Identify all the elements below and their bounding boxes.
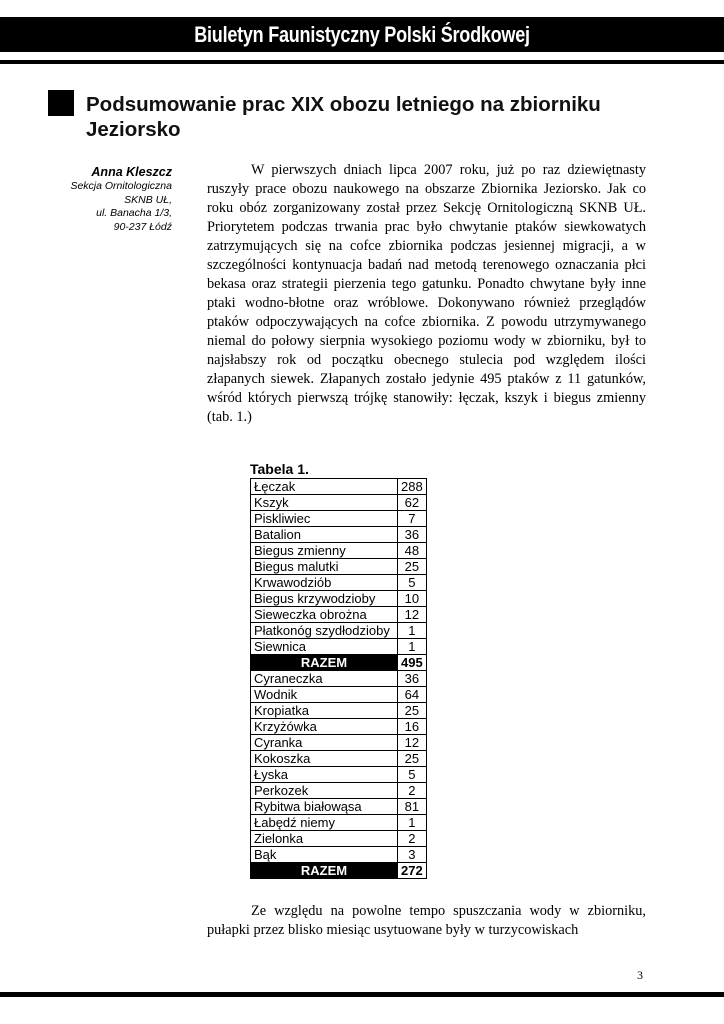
species-count-cell: 2 (398, 783, 427, 799)
species-table-body (251, 479, 427, 879)
species-count-cell: 1 (398, 815, 427, 831)
table-total-row (251, 863, 427, 879)
total-count-cell: 495 (398, 655, 427, 671)
species-name-cell: Biegus malutki (251, 559, 398, 575)
species-count-cell: 64 (398, 687, 427, 703)
total-label-cell: RAZEM (251, 655, 398, 671)
species-name-cell: Biegus zmienny (251, 543, 398, 559)
header-rule (0, 60, 724, 64)
table-row (251, 831, 427, 847)
species-name-cell: Kszyk (251, 495, 398, 511)
table-row (251, 767, 427, 783)
author-affiliation-line: 90-237 Łódź (113, 220, 172, 233)
species-name-cell: Kropiatka (251, 703, 398, 719)
total-count-cell: 272 (398, 863, 427, 879)
article-title: Podsumowanie prac XIX obozu letniego na zbiorniku Jeziorsko (86, 93, 601, 141)
page-number: 3 (637, 968, 643, 982)
total-label-cell: RAZEM (251, 863, 398, 879)
species-count-cell: 1 (398, 623, 427, 639)
table-row (251, 815, 427, 831)
table-row (251, 479, 427, 495)
table-row (251, 623, 427, 639)
species-count-cell: 62 (398, 495, 427, 511)
journal-title: Biuletyn Faunistyczny Polski Środkowej (194, 22, 530, 47)
table-caption: Tabela 1. (250, 461, 309, 477)
table-row (251, 703, 427, 719)
table-row (251, 799, 427, 815)
species-count-cell: 81 (398, 799, 427, 815)
author-name: Anna Kleszcz (91, 165, 172, 179)
species-count-cell: 36 (398, 671, 427, 687)
table-total-row (251, 655, 427, 671)
table-row (251, 735, 427, 751)
species-count-cell: 25 (398, 751, 427, 767)
species-count-cell: 5 (398, 767, 427, 783)
species-name-cell: Cyraneczka (251, 671, 398, 687)
species-name-cell: Siewnica (251, 639, 398, 655)
table-row (251, 575, 427, 591)
table-row (251, 511, 427, 527)
species-name-cell: Kokoszka (251, 751, 398, 767)
author-affiliation-line: Sekcja Ornitologiczna (70, 180, 172, 192)
species-count-cell: 12 (398, 607, 427, 623)
species-name-cell: Płatkonóg szydłodzioby (251, 623, 398, 639)
species-count-cell: 10 (398, 591, 427, 607)
table-row (251, 719, 427, 735)
species-count-cell: 36 (398, 527, 427, 543)
table-row (251, 607, 427, 623)
table-row (251, 527, 427, 543)
table-row (251, 783, 427, 799)
table-row (251, 591, 427, 607)
table-row (251, 671, 427, 687)
table-row (251, 495, 427, 511)
species-count-cell: 16 (398, 719, 427, 735)
species-table (250, 478, 427, 879)
species-name-cell: Rybitwa białowąsa (251, 799, 398, 815)
species-name-cell: Cyranka (251, 735, 398, 751)
species-name-cell: Bąk (251, 847, 398, 863)
species-name-cell: Krzyżówka (251, 719, 398, 735)
table-row (251, 543, 427, 559)
species-count-cell: 48 (398, 543, 427, 559)
species-count-cell: 2 (398, 831, 427, 847)
species-name-cell: Wodnik (251, 687, 398, 703)
species-name-cell: Batalion (251, 527, 398, 543)
species-name-cell: Biegus krzywodzioby (251, 591, 398, 607)
footer-rule (0, 992, 724, 997)
species-name-cell: Krwawodziób (251, 575, 398, 591)
table-row (251, 559, 427, 575)
species-name-cell: Zielonka (251, 831, 398, 847)
species-count-cell: 12 (398, 735, 427, 751)
table-row (251, 639, 427, 655)
species-name-cell: Łęczak (251, 479, 398, 495)
body-paragraph-2: Ze względu na powolne tempo spuszczania wody w zbiorniku, pułapki przez blisko miesiąc usytuowane były w turzycowiskach (207, 903, 646, 938)
author-block (18, 164, 172, 234)
table-row (251, 751, 427, 767)
species-count-cell: 288 (398, 479, 427, 495)
body-paragraph-1: W pierwszych dniach lipca 2007 roku, już po raz dziewiętnasty ruszyły prace obozu naukowego na obszarze Zbiornika Jeziorsko. Jak co roku obóz zorganizowany został przez Sekcję Ornitologiczną SKNB UŁ. Priorytetem podczas trwania prac było chwytanie ptaków siewkowatych zatrzymujących się na cofce zbiornika podczas jesiennej migracji, a w szczególności kontynuacja badań nad metodą terenowego oznaczania płci bekasa oraz strategii pierzenia tego gatunku. Ponadto chwytane były inne ptaki wodno-błotne oraz wróblowe. Dokonywano również przeglądów ptaków odpoczywających na cofce zbiornika. Z powodu utrzymywanego niemal do połowy sierpnia wysokiego poziomu wody w zbiorniku, był to najsłabszy rok od początku obecnego stulecia pod względem ilości złapanych siewek. Złapanych zostało jedynie 495 ptaków z 11 gatunków, wśród których pierwszą trójkę stanowiły: łęczak, kszyk i biegus zmienny (tab. 1.) (207, 162, 646, 425)
table-row (251, 847, 427, 863)
species-name-cell: Piskliwiec (251, 511, 398, 527)
species-count-cell: 25 (398, 703, 427, 719)
species-name-cell: Sieweczka obrożna (251, 607, 398, 623)
species-count-cell: 3 (398, 847, 427, 863)
species-count-cell: 7 (398, 511, 427, 527)
species-count-cell: 1 (398, 639, 427, 655)
title-square-marker (48, 90, 74, 116)
species-name-cell: Łabędź niemy (251, 815, 398, 831)
author-affiliation-line: SKNB UŁ, (124, 193, 172, 206)
species-count-cell: 5 (398, 575, 427, 591)
author-affiliation-line: ul. Banacha 1/3, (96, 207, 172, 219)
species-count-cell: 25 (398, 559, 427, 575)
species-name-cell: Łyska (251, 767, 398, 783)
table-row (251, 687, 427, 703)
species-name-cell: Perkozek (251, 783, 398, 799)
